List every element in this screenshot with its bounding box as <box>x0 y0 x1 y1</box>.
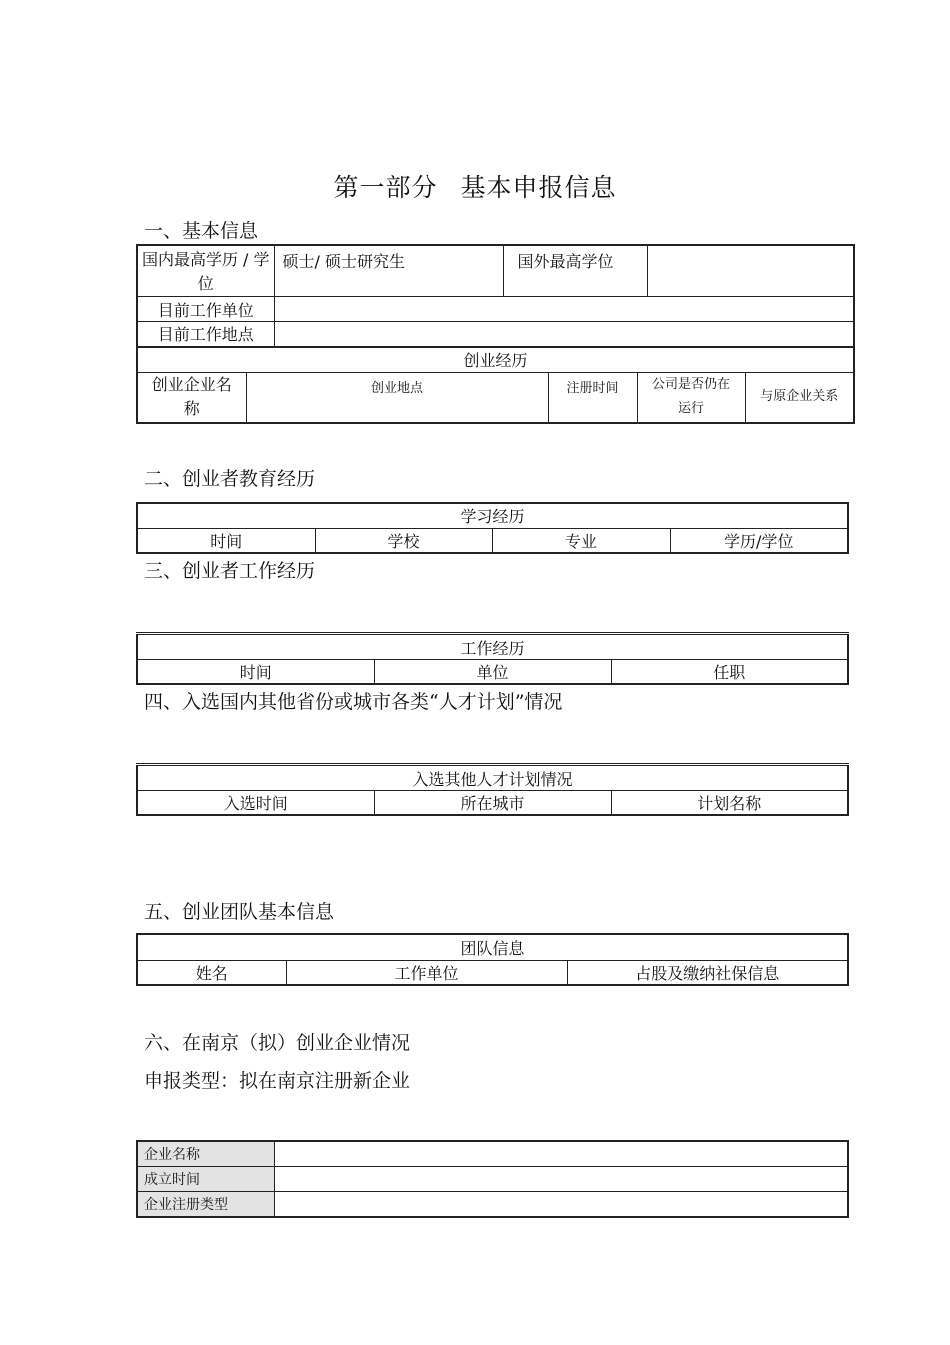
talent-col-city: 所在城市 <box>374 791 611 816</box>
application-type: 申报类型：拟在南京注册新企业 <box>144 1070 411 1092</box>
startup-col-relation: 与原企业关系 <box>745 372 854 423</box>
company-name-label: 企业名称 <box>137 1141 274 1166</box>
work-col-time: 时间 <box>137 660 374 685</box>
talent-table <box>136 763 849 816</box>
section-company-heading: 六、在南京（拟）创业企业情况 <box>144 1032 411 1054</box>
talent-col-time: 入选时间 <box>137 791 374 816</box>
education-header: 学习经历 <box>137 503 848 528</box>
talent-col-plan: 计划名称 <box>611 791 848 816</box>
startup-col-company: 创业企业名称 <box>137 372 246 423</box>
team-col-equity: 占股及缴纳社保信息 <box>567 960 848 985</box>
work-unit-value[interactable] <box>274 297 854 322</box>
work-unit-label: 目前工作单位 <box>137 297 274 322</box>
startup-col-location: 创业地点 <box>246 372 548 423</box>
section-talent-heading: 四、入选国内其他省份或城市各类“人才计划”情况 <box>144 691 563 713</box>
foreign-degree-value[interactable] <box>647 245 854 297</box>
company-table <box>136 1140 849 1218</box>
education-table <box>136 502 849 554</box>
education-col-degree: 学历/学位 <box>670 528 848 553</box>
work-place-label: 目前工作地点 <box>137 322 274 347</box>
work-col-position: 任职 <box>611 660 848 685</box>
team-header: 团队信息 <box>137 934 848 960</box>
talent-header: 入选其他人才计划情况 <box>137 765 848 791</box>
work-col-unit: 单位 <box>374 660 611 685</box>
section-work-heading: 三、创业者工作经历 <box>144 560 316 582</box>
startup-col-still-running: 公司是否仍在运行 <box>637 372 745 423</box>
education-col-time: 时间 <box>137 528 315 553</box>
startup-experience-header: 创业经历 <box>137 347 854 372</box>
section-team-heading: 五、创业团队基本信息 <box>144 901 335 923</box>
foreign-degree-label: 国外最高学位 <box>503 245 647 297</box>
registration-type-value[interactable] <box>274 1191 848 1217</box>
startup-experience-table <box>136 346 855 424</box>
startup-col-register-time: 注册时间 <box>548 372 637 423</box>
founding-time-value[interactable] <box>274 1166 848 1191</box>
domestic-degree-value[interactable]: 硕士/ 硕士研究生 <box>274 245 503 297</box>
work-header: 工作经历 <box>137 634 848 660</box>
domestic-degree-label: 国内最高学历 / 学位 <box>137 245 274 297</box>
team-col-unit: 工作单位 <box>286 960 567 985</box>
work-place-value[interactable] <box>274 322 854 347</box>
education-col-major: 专业 <box>492 528 670 553</box>
team-table <box>136 933 849 986</box>
company-name-value[interactable] <box>274 1141 848 1166</box>
section-basic-info-heading: 一、基本信息 <box>144 220 259 242</box>
education-col-school: 学校 <box>315 528 492 553</box>
team-col-name: 姓名 <box>137 960 286 985</box>
page-title: 第一部分 基本申报信息 <box>333 173 617 202</box>
work-table <box>136 632 849 685</box>
basic-info-table <box>136 244 855 348</box>
founding-time-label: 成立时间 <box>137 1166 274 1191</box>
section-education-heading: 二、创业者教育经历 <box>144 468 316 490</box>
registration-type-label: 企业注册类型 <box>137 1191 274 1217</box>
